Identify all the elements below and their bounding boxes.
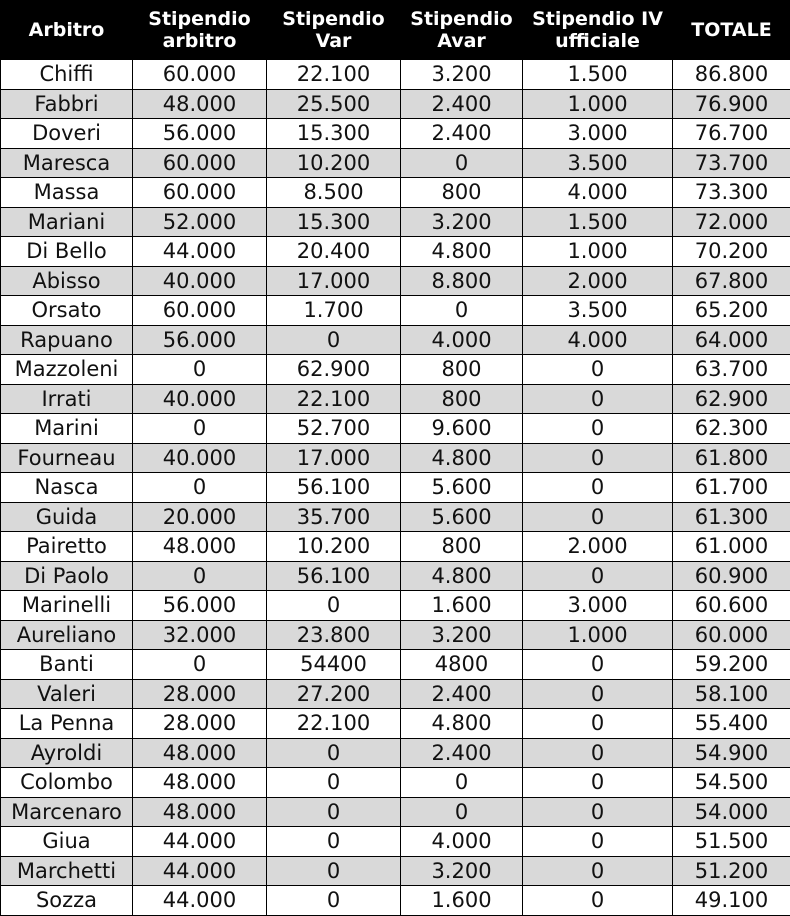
cell-stipendio-arbitro: 60.000 [133, 296, 267, 326]
cell-stipendio-arbitro: 48.000 [133, 797, 267, 827]
cell-arbitro-name: Ayroldi [1, 738, 133, 768]
table-row [1, 325, 790, 355]
header-stipendio-avar-line1: Stipendio [403, 8, 520, 30]
table-row [1, 355, 790, 385]
cell-stipendio-avar: 3.200 [401, 856, 523, 886]
cell-stipendio-avar: 3.200 [401, 620, 523, 650]
cell-arbitro-name: Di Paolo [1, 561, 133, 591]
header-stipendio-var-line1: Stipendio [269, 8, 398, 30]
header-stipendio-arbitro [133, 1, 267, 60]
cell-totale: 62.300 [673, 414, 790, 444]
cell-stipendio-var: 17.000 [267, 443, 401, 473]
cell-stipendio-arbitro: 20.000 [133, 502, 267, 532]
cell-arbitro-name: Valeri [1, 679, 133, 709]
table-row [1, 148, 790, 178]
cell-stipendio-var: 35.700 [267, 502, 401, 532]
cell-stipendio-avar: 800 [401, 532, 523, 562]
table-row [1, 178, 790, 208]
cell-stipendio-var: 25.500 [267, 89, 401, 119]
table-row [1, 266, 790, 296]
cell-stipendio-iv-ufficiale: 1.500 [523, 207, 673, 237]
cell-stipendio-var: 23.800 [267, 620, 401, 650]
table-row [1, 207, 790, 237]
cell-arbitro-name: Marchetti [1, 856, 133, 886]
cell-stipendio-iv-ufficiale: 0 [523, 414, 673, 444]
cell-stipendio-arbitro: 40.000 [133, 384, 267, 414]
cell-stipendio-iv-ufficiale: 0 [523, 768, 673, 798]
cell-arbitro-name: Guida [1, 502, 133, 532]
cell-stipendio-iv-ufficiale: 1.000 [523, 620, 673, 650]
cell-arbitro-name: Irrati [1, 384, 133, 414]
cell-stipendio-var: 15.300 [267, 119, 401, 149]
cell-stipendio-var: 0 [267, 325, 401, 355]
cell-stipendio-avar: 4.000 [401, 325, 523, 355]
table-row [1, 119, 790, 149]
cell-stipendio-avar: 2.400 [401, 119, 523, 149]
cell-stipendio-iv-ufficiale: 3.000 [523, 591, 673, 621]
cell-stipendio-iv-ufficiale: 0 [523, 443, 673, 473]
table-row [1, 738, 790, 768]
cell-stipendio-var: 22.100 [267, 709, 401, 739]
cell-stipendio-avar: 3.200 [401, 60, 523, 90]
cell-stipendio-var: 0 [267, 591, 401, 621]
cell-stipendio-iv-ufficiale: 1.000 [523, 237, 673, 267]
cell-stipendio-avar: 4.800 [401, 443, 523, 473]
table-row [1, 886, 790, 916]
header-stipendio-var [267, 1, 401, 60]
cell-arbitro-name: Doveri [1, 119, 133, 149]
cell-stipendio-iv-ufficiale: 0 [523, 738, 673, 768]
header-stipendio-iv-line1: Stipendio IV [525, 8, 670, 30]
cell-stipendio-var: 0 [267, 738, 401, 768]
table-row [1, 384, 790, 414]
table-row [1, 237, 790, 267]
cell-arbitro-name: Orsato [1, 296, 133, 326]
cell-arbitro-name: Marinelli [1, 591, 133, 621]
cell-arbitro-name: Mariani [1, 207, 133, 237]
cell-stipendio-arbitro: 56.000 [133, 325, 267, 355]
table-row [1, 89, 790, 119]
cell-stipendio-var: 8.500 [267, 178, 401, 208]
cell-totale: 62.900 [673, 384, 790, 414]
cell-arbitro-name: Mazzoleni [1, 355, 133, 385]
cell-arbitro-name: Giua [1, 827, 133, 857]
cell-totale: 51.200 [673, 856, 790, 886]
table-body [1, 60, 790, 916]
cell-stipendio-arbitro: 40.000 [133, 266, 267, 296]
table-row [1, 502, 790, 532]
cell-stipendio-arbitro: 44.000 [133, 827, 267, 857]
header-stipendio-var-line2: Var [269, 30, 398, 52]
cell-stipendio-var: 0 [267, 797, 401, 827]
cell-totale: 54.000 [673, 797, 790, 827]
table-row [1, 296, 790, 326]
cell-arbitro-name: La Penna [1, 709, 133, 739]
cell-totale: 72.000 [673, 207, 790, 237]
header-stipendio-avar-line2: Avar [403, 30, 520, 52]
cell-stipendio-var: 22.100 [267, 384, 401, 414]
table-row [1, 650, 790, 680]
cell-stipendio-iv-ufficiale: 0 [523, 827, 673, 857]
cell-totale: 63.700 [673, 355, 790, 385]
cell-stipendio-avar: 800 [401, 384, 523, 414]
cell-stipendio-arbitro: 0 [133, 355, 267, 385]
cell-stipendio-avar: 0 [401, 797, 523, 827]
cell-stipendio-arbitro: 44.000 [133, 237, 267, 267]
cell-arbitro-name: Fourneau [1, 443, 133, 473]
cell-stipendio-iv-ufficiale: 1.500 [523, 60, 673, 90]
cell-stipendio-arbitro: 48.000 [133, 768, 267, 798]
cell-arbitro-name: Banti [1, 650, 133, 680]
cell-stipendio-var: 0 [267, 827, 401, 857]
cell-stipendio-var: 15.300 [267, 207, 401, 237]
cell-stipendio-var: 22.100 [267, 60, 401, 90]
cell-totale: 60.000 [673, 620, 790, 650]
cell-totale: 67.800 [673, 266, 790, 296]
table-row [1, 620, 790, 650]
cell-stipendio-var: 1.700 [267, 296, 401, 326]
cell-stipendio-arbitro: 60.000 [133, 148, 267, 178]
cell-stipendio-iv-ufficiale: 4.000 [523, 325, 673, 355]
cell-totale: 59.200 [673, 650, 790, 680]
cell-arbitro-name: Di Bello [1, 237, 133, 267]
cell-arbitro-name: Fabbri [1, 89, 133, 119]
cell-stipendio-var: 10.200 [267, 148, 401, 178]
cell-stipendio-arbitro: 32.000 [133, 620, 267, 650]
cell-stipendio-arbitro: 48.000 [133, 89, 267, 119]
cell-stipendio-iv-ufficiale: 2.000 [523, 532, 673, 562]
header-stipendio-iv-line2: ufficiale [525, 30, 670, 52]
cell-totale: 58.100 [673, 679, 790, 709]
cell-stipendio-iv-ufficiale: 0 [523, 679, 673, 709]
cell-stipendio-iv-ufficiale: 1.000 [523, 89, 673, 119]
cell-totale: 55.400 [673, 709, 790, 739]
cell-totale: 76.900 [673, 89, 790, 119]
table-row [1, 443, 790, 473]
header-row [1, 1, 790, 60]
cell-arbitro-name: Aureliano [1, 620, 133, 650]
table-row [1, 709, 790, 739]
cell-stipendio-iv-ufficiale: 4.000 [523, 178, 673, 208]
cell-stipendio-var: 17.000 [267, 266, 401, 296]
cell-stipendio-arbitro: 0 [133, 650, 267, 680]
cell-stipendio-var: 0 [267, 856, 401, 886]
cell-stipendio-iv-ufficiale: 0 [523, 886, 673, 916]
table-row [1, 827, 790, 857]
cell-arbitro-name: Colombo [1, 768, 133, 798]
cell-stipendio-arbitro: 40.000 [133, 443, 267, 473]
header-stipendio-iv-ufficiale [523, 1, 673, 60]
cell-stipendio-arbitro: 60.000 [133, 60, 267, 90]
cell-stipendio-var: 27.200 [267, 679, 401, 709]
cell-totale: 49.100 [673, 886, 790, 916]
cell-totale: 76.700 [673, 119, 790, 149]
cell-stipendio-avar: 8.800 [401, 266, 523, 296]
cell-stipendio-avar: 0 [401, 768, 523, 798]
table-row [1, 473, 790, 503]
table-row [1, 797, 790, 827]
header-arbitro-line: Arbitro [3, 19, 130, 41]
header-totale [673, 1, 790, 60]
cell-stipendio-avar: 800 [401, 178, 523, 208]
cell-stipendio-avar: 0 [401, 148, 523, 178]
cell-stipendio-arbitro: 48.000 [133, 738, 267, 768]
cell-stipendio-avar: 2.400 [401, 679, 523, 709]
cell-stipendio-var: 56.100 [267, 473, 401, 503]
table-row [1, 532, 790, 562]
cell-stipendio-avar: 2.400 [401, 738, 523, 768]
cell-arbitro-name: Chiffi [1, 60, 133, 90]
cell-stipendio-var: 0 [267, 768, 401, 798]
cell-arbitro-name: Pairetto [1, 532, 133, 562]
cell-stipendio-avar: 4800 [401, 650, 523, 680]
cell-stipendio-arbitro: 60.000 [133, 178, 267, 208]
cell-arbitro-name: Nasca [1, 473, 133, 503]
header-stipendio-arbitro-line1: Stipendio [135, 8, 264, 30]
cell-totale: 73.700 [673, 148, 790, 178]
cell-stipendio-avar: 5.600 [401, 473, 523, 503]
cell-stipendio-iv-ufficiale: 0 [523, 709, 673, 739]
cell-totale: 73.300 [673, 178, 790, 208]
table-row [1, 768, 790, 798]
table-row [1, 591, 790, 621]
cell-stipendio-var: 0 [267, 886, 401, 916]
cell-stipendio-var: 62.900 [267, 355, 401, 385]
cell-stipendio-arbitro: 28.000 [133, 679, 267, 709]
cell-totale: 61.800 [673, 443, 790, 473]
cell-totale: 60.600 [673, 591, 790, 621]
cell-stipendio-iv-ufficiale: 3.500 [523, 148, 673, 178]
cell-arbitro-name: Sozza [1, 886, 133, 916]
cell-totale: 61.300 [673, 502, 790, 532]
cell-totale: 51.500 [673, 827, 790, 857]
cell-arbitro-name: Rapuano [1, 325, 133, 355]
cell-stipendio-iv-ufficiale: 0 [523, 561, 673, 591]
cell-totale: 70.200 [673, 237, 790, 267]
cell-totale: 61.700 [673, 473, 790, 503]
table-row [1, 561, 790, 591]
cell-stipendio-avar: 1.600 [401, 886, 523, 916]
cell-stipendio-arbitro: 56.000 [133, 591, 267, 621]
cell-stipendio-var: 10.200 [267, 532, 401, 562]
cell-stipendio-arbitro: 44.000 [133, 886, 267, 916]
cell-totale: 60.900 [673, 561, 790, 591]
cell-stipendio-var: 20.400 [267, 237, 401, 267]
cell-stipendio-avar: 800 [401, 355, 523, 385]
cell-arbitro-name: Maresca [1, 148, 133, 178]
header-arbitro [1, 1, 133, 60]
cell-stipendio-iv-ufficiale: 3.000 [523, 119, 673, 149]
cell-arbitro-name: Marini [1, 414, 133, 444]
cell-stipendio-arbitro: 44.000 [133, 856, 267, 886]
header-stipendio-avar [401, 1, 523, 60]
cell-totale: 54.900 [673, 738, 790, 768]
cell-stipendio-avar: 4.800 [401, 561, 523, 591]
cell-stipendio-avar: 4.800 [401, 709, 523, 739]
cell-stipendio-avar: 2.400 [401, 89, 523, 119]
cell-stipendio-iv-ufficiale: 0 [523, 355, 673, 385]
table-row [1, 679, 790, 709]
table-header [1, 1, 790, 60]
cell-totale: 64.000 [673, 325, 790, 355]
cell-stipendio-iv-ufficiale: 0 [523, 797, 673, 827]
cell-stipendio-avar: 3.200 [401, 207, 523, 237]
cell-stipendio-arbitro: 56.000 [133, 119, 267, 149]
cell-stipendio-avar: 4.800 [401, 237, 523, 267]
cell-arbitro-name: Massa [1, 178, 133, 208]
cell-stipendio-var: 56.100 [267, 561, 401, 591]
cell-stipendio-arbitro: 0 [133, 414, 267, 444]
cell-stipendio-avar: 0 [401, 296, 523, 326]
header-totale-line: TOTALE [675, 19, 788, 41]
cell-stipendio-avar: 1.600 [401, 591, 523, 621]
cell-arbitro-name: Abisso [1, 266, 133, 296]
cell-stipendio-arbitro: 52.000 [133, 207, 267, 237]
cell-stipendio-var: 52.700 [267, 414, 401, 444]
table-row [1, 856, 790, 886]
cell-totale: 86.800 [673, 60, 790, 90]
cell-arbitro-name: Marcenaro [1, 797, 133, 827]
cell-stipendio-arbitro: 28.000 [133, 709, 267, 739]
cell-stipendio-avar: 9.600 [401, 414, 523, 444]
cell-totale: 54.500 [673, 768, 790, 798]
cell-stipendio-iv-ufficiale: 3.500 [523, 296, 673, 326]
cell-stipendio-arbitro: 48.000 [133, 532, 267, 562]
cell-totale: 65.200 [673, 296, 790, 326]
cell-stipendio-iv-ufficiale: 0 [523, 502, 673, 532]
cell-stipendio-iv-ufficiale: 0 [523, 856, 673, 886]
cell-stipendio-arbitro: 0 [133, 561, 267, 591]
cell-stipendio-iv-ufficiale: 0 [523, 650, 673, 680]
cell-stipendio-iv-ufficiale: 2.000 [523, 266, 673, 296]
table-row [1, 414, 790, 444]
cell-stipendio-var: 54400 [267, 650, 401, 680]
cell-stipendio-avar: 5.600 [401, 502, 523, 532]
cell-stipendio-arbitro: 0 [133, 473, 267, 503]
header-stipendio-arbitro-line2: arbitro [135, 30, 264, 52]
cell-stipendio-iv-ufficiale: 0 [523, 473, 673, 503]
table-row [1, 60, 790, 90]
cell-totale: 61.000 [673, 532, 790, 562]
cell-stipendio-iv-ufficiale: 0 [523, 384, 673, 414]
cell-stipendio-avar: 4.000 [401, 827, 523, 857]
